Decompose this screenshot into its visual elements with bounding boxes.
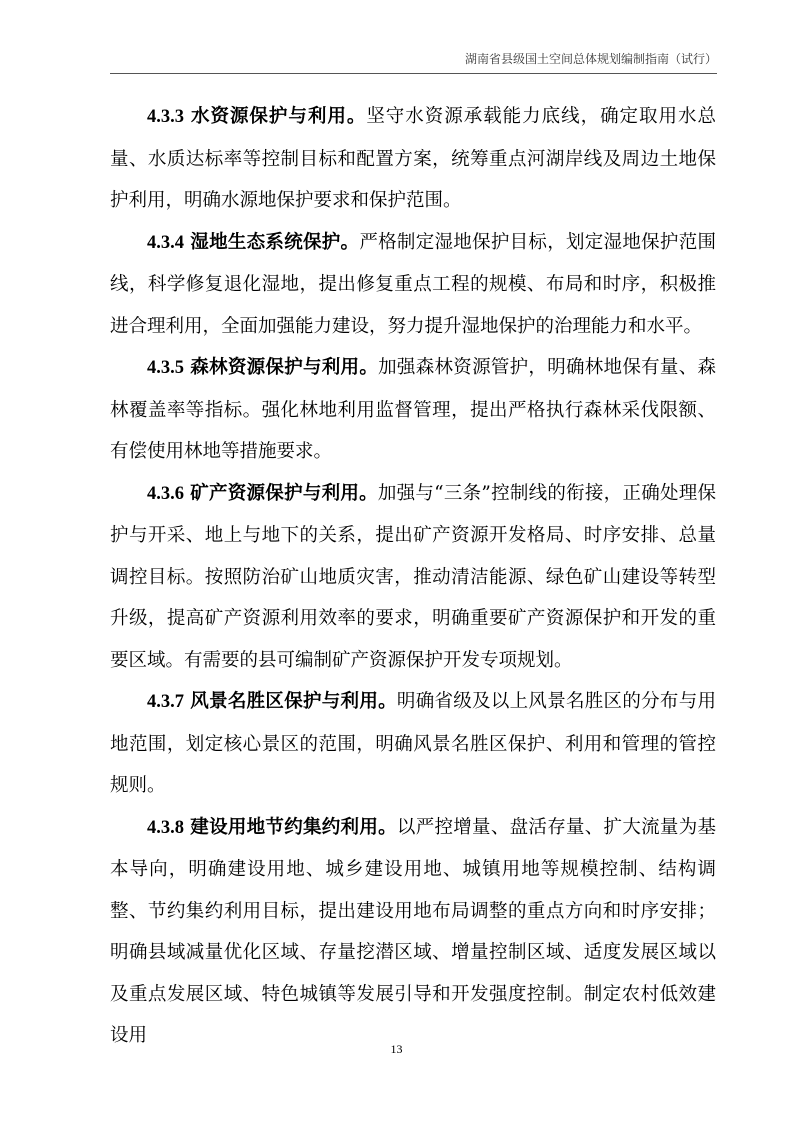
section-number: 4.3.8 — [147, 817, 184, 838]
section-number: 4.3.4 — [147, 232, 184, 253]
section-4-3-4 — [110, 222, 716, 348]
section-title: 矿产资源保护与利用。 — [190, 482, 378, 504]
section-body: 加强森林资源管护，明确林地保有量、森林覆盖率等指标。强化林地利用监督管理，提出严格执行森林采伐限额、有偿使用林地等措施要求。 — [110, 357, 716, 462]
section-body: 以严控增量、盘活存量、扩大流量为基本导向，明确建设用地、城乡建设用地、城镇用地等规模控制、结构调整、节约集约利用目标，提出建设用地布局调整的重点方向和时序安排；明确县域减量优化区域、存量挖潜区域、增量控制区域、适度发展区域以及重点发展区域、特色城镇等发展引导和开发强度控制。制定农村低效建设用 — [110, 816, 716, 1046]
section-4-3-5 — [110, 347, 716, 473]
section-title: 建设用地节约集约利用。 — [190, 816, 397, 838]
page-number: 13 — [390, 1042, 403, 1056]
section-body: 明确省级及以上风景名胜区的分布与用地范围，划定核心景区的范围，明确风景名胜区保护、利用和管理的管控规则。 — [110, 691, 716, 796]
section-body: 坚守水资源承载能力底线，确定取用水总量、水质达标率等控制目标和配置方案，统筹重点河湖岸线及周边土地保护利用，明确水源地保护要求和保护范围。 — [110, 106, 716, 211]
section-title: 风景名胜区保护与利用。 — [190, 691, 397, 712]
section-title: 森林资源保护与利用。 — [190, 357, 379, 378]
document-body — [110, 96, 716, 1057]
section-4-3-6 — [110, 473, 716, 682]
section-4-3-7 — [110, 681, 716, 807]
section-body: 加强与“三条”控制线的衔接，正确处理保护与开采、地上与地下的关系，提出矿产资源开发格局、时序安排、总量调控目标。按照防治矿山地质灾害，推动清洁能源、绿色矿山建设等转型升级，提高矿产资源利用效率的要求，明确重要矿产资源保护和开发的重要区域。有需要的县可编制矿产资源保护开发专项规划。 — [110, 482, 716, 671]
section-number: 4.3.5 — [147, 358, 184, 378]
page-header: 湖南省县级国土空间总体规划编制指南（试行） — [110, 50, 717, 74]
section-number: 4.3.3 — [147, 107, 184, 127]
section-title: 水资源保护与利用。 — [190, 106, 367, 127]
section-4-3-3 — [110, 96, 716, 222]
section-number: 4.3.7 — [147, 692, 184, 712]
section-4-3-8 — [110, 807, 716, 1057]
section-title: 湿地生态系统保护。 — [190, 231, 360, 253]
section-body: 严格制定湿地保护目标，划定湿地保护范围线，科学修复退化湿地，提出修复重点工程的规模、布局和时序，积极推进合理利用，全面加强能力建设，努力提升湿地保护的治理能力和水平。 — [110, 231, 716, 337]
section-number: 4.3.6 — [147, 483, 184, 504]
